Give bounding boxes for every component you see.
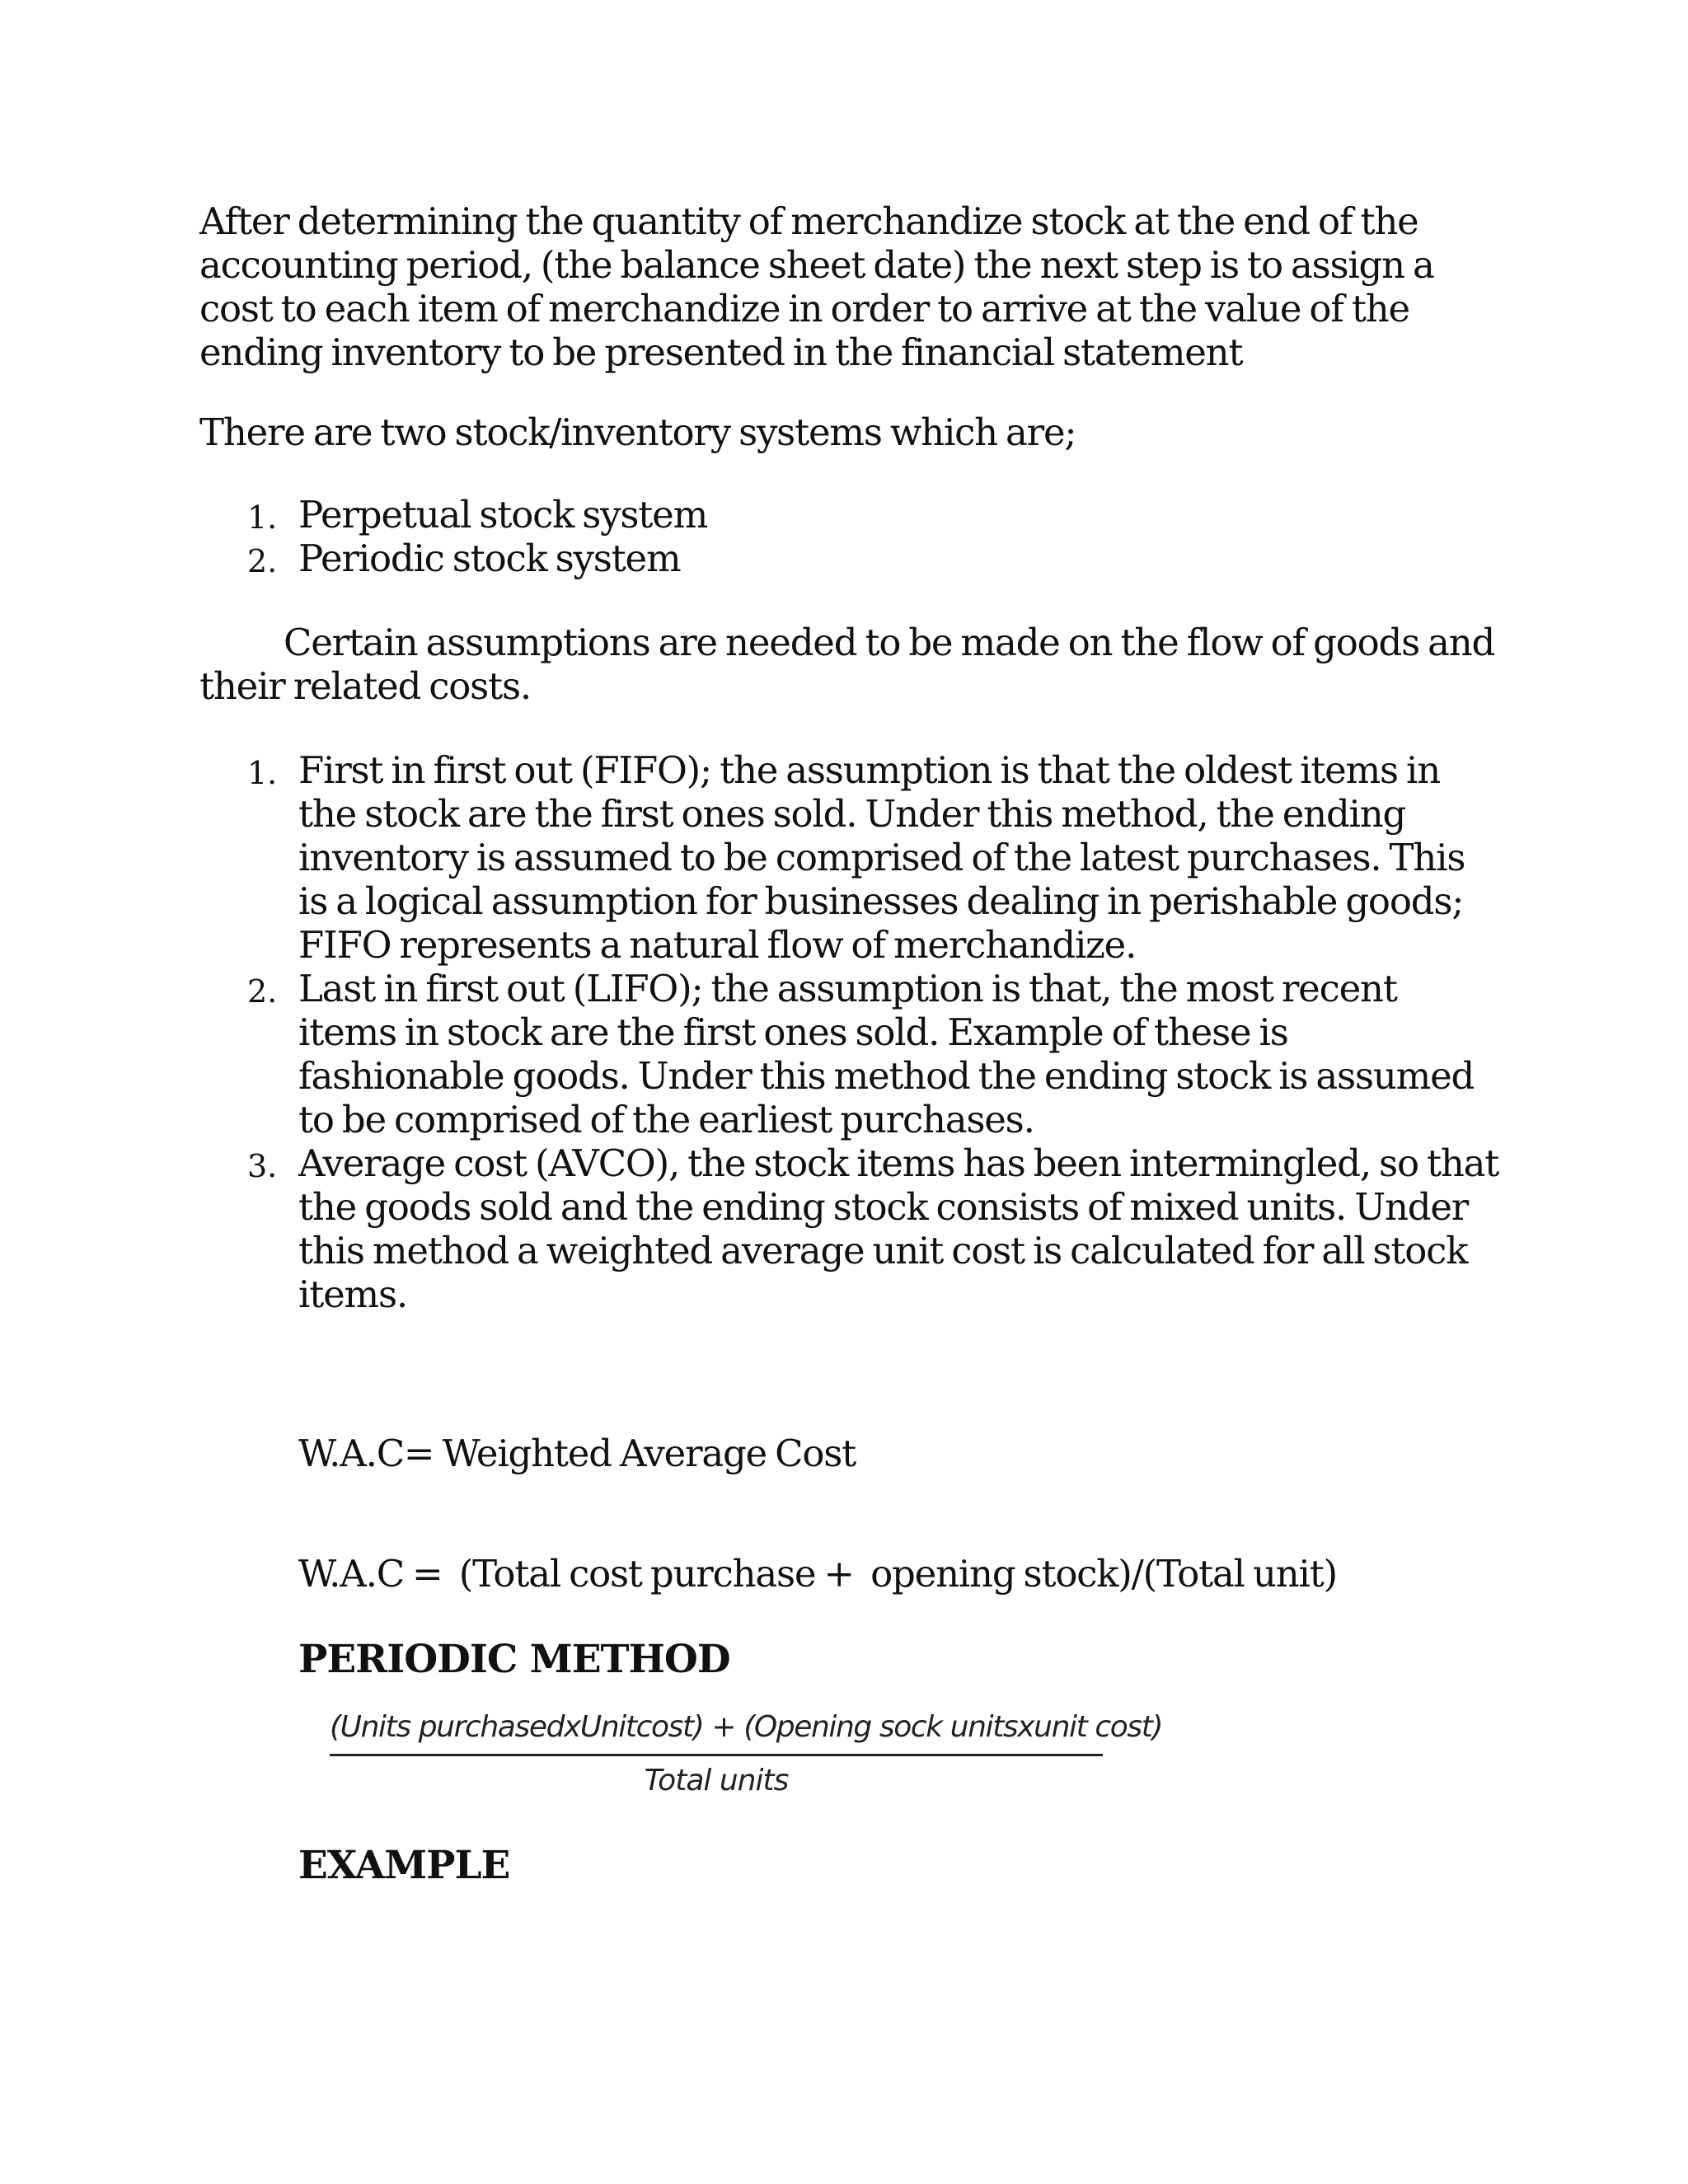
list-number: 2. [247, 543, 278, 579]
list-item [199, 967, 1502, 1141]
systems-intro: There are two stock/inventory systems which are; [199, 410, 1076, 454]
example-heading: EXAMPLE [298, 1843, 510, 1888]
wac-definition: W.A.C= Weighted Average Cost [298, 1432, 856, 1475]
list-item [199, 1141, 1502, 1316]
systems-list [199, 493, 1502, 580]
list-item-text: Periodic stock system [298, 537, 681, 580]
periodic-formula [330, 1704, 1163, 1801]
formula-denominator: Total units [644, 1764, 789, 1797]
list-item-text: Last in first out (LIFO); the assumption is that, the most recent items in stock are the first ones sold. Example of these is fashionable goods. Under this method the ending stock is assumed to be comprised of the earliest purchases. [298, 967, 1475, 1141]
assumptions-intro: Certain assumptions are needed to be made on the flow of goods and their related costs. [199, 621, 1495, 708]
list-number: 2. [247, 973, 278, 1010]
wac-formula: W.A.C = (Total cost purchase + opening stock)/(Total unit) [298, 1552, 1337, 1596]
list-item [199, 493, 1502, 537]
list-item [199, 748, 1502, 967]
formula-numerator: (Units purchasedxUnitcost) + (Opening sock unitsxunit cost) [330, 1710, 1163, 1744]
list-item [199, 537, 1502, 580]
assumptions-list [199, 748, 1502, 1316]
list-number: 1. [247, 755, 278, 791]
intro-paragraph: After determining the quantity of merchandize stock at the end of the accounting period, (the balance sheet date) the next step is to assign a cost to each item of merchandize in order to arrive at the value of the ending inventory to be presented in the financial statement [199, 199, 1434, 374]
list-number: 1. [247, 499, 278, 536]
list-item-text: First in first out (FIFO); the assumption is that the oldest items in the stock are the first ones sold. Under this method, the ending inventory is assumed to be comprised of the latest purchases. This is a logical assumption for businesses dealing in perishable goods; FIFO represents a natural flow of merchandize. [298, 748, 1465, 967]
list-item-text: Average cost (AVCO), the stock items has been intermingled, so that the goods sold and the ending stock consists of mixed units. Under this method a weighted average unit cost is calculated for all stock items. [298, 1141, 1499, 1316]
periodic-method-heading: PERIODIC METHOD [298, 1637, 730, 1682]
list-item-text: Perpetual stock system [298, 493, 708, 537]
fraction-bar [330, 1754, 1103, 1756]
list-number: 3. [247, 1148, 278, 1184]
